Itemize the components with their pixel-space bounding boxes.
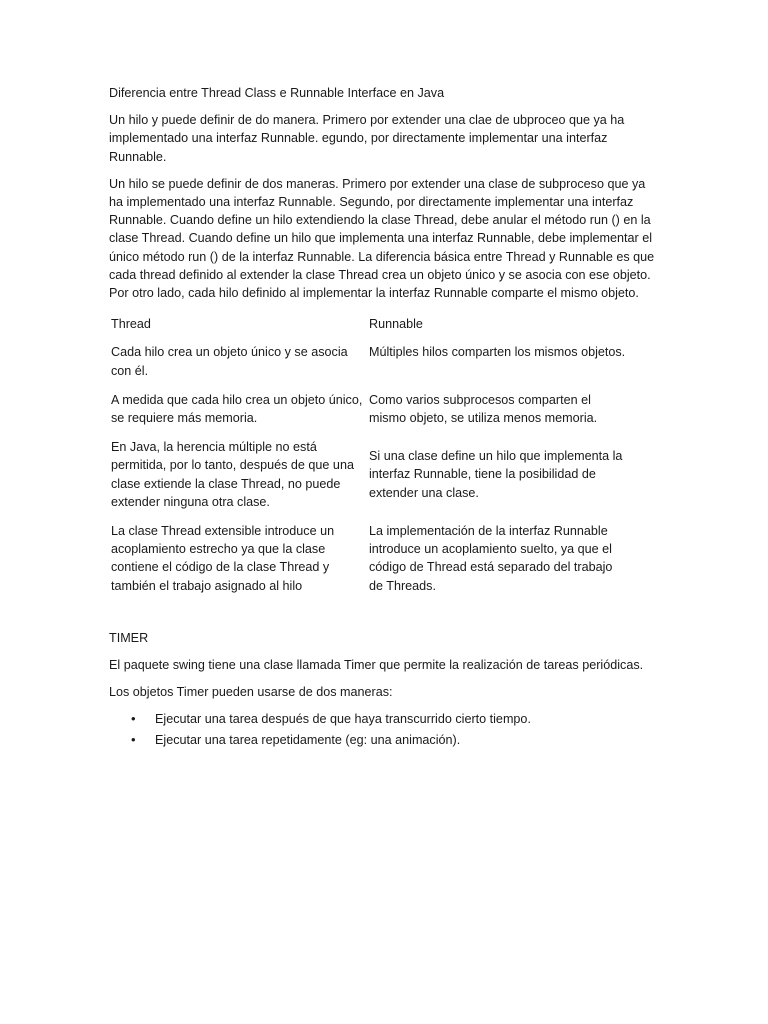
list-item-text: Ejecutar una tarea después de que haya transcurrido cierto tiempo. — [155, 712, 531, 727]
runnable-cell: Múltiples hilos comparten los mismos objetos. — [369, 345, 626, 360]
table-row — [109, 438, 661, 511]
thread-cell: Cada hilo crea un objeto único y se asocia con él. — [111, 345, 348, 378]
table-row — [109, 522, 661, 595]
column-header-runnable: Runnable — [369, 317, 423, 332]
list-item — [109, 710, 661, 728]
timer-usage-list — [109, 710, 661, 748]
comparison-table — [109, 315, 661, 595]
intro-paragraph-1: Un hilo y puede definir de do manera. Primero por extender una clae de ubproceo que ya ha implementado una interfaz Runnable. egundo, por directamente implementar una interfaz Runnable. — [109, 113, 625, 164]
table-row — [109, 391, 661, 427]
timer-paragraph-1: El paquete swing tiene una clase llamada Timer que permite la realización de tareas periódicas. — [109, 658, 644, 673]
thread-cell: La clase Thread extensible introduce un acoplamiento estrecho ya que la clase contiene el código de la clase Thread y también el trabajo asignado al hilo — [111, 524, 335, 593]
table-row — [109, 343, 661, 379]
list-item — [109, 731, 661, 749]
document-title: Diferencia entre Thread Class e Runnable Interface en Java — [109, 86, 445, 100]
intro-paragraph-2: Un hilo se puede definir de dos maneras. Primero por extender una clase de subproceso que ya ha implementado una interfaz Runnable. Segundo, por directamente implementar una interfaz Runnable. Cuando define un hilo extendiendo la clase Thread, debe anular el método run () en la clase Thread. Cuando define un hilo que implementa una interfaz Runnable, debe implementar el único método run () de la interfaz Runnable. La diferencia básica entre Thread y Runnable es que cada thread definido al extender la clase Thread crea un objeto único y se asocia con ese objeto. Por otro lado, cada hilo definido al implementar la interfaz Runnable comparte el mismo objeto. — [109, 176, 655, 301]
bullet-icon: • — [131, 731, 136, 747]
timer-heading: TIMER — [109, 630, 149, 645]
runnable-cell: Como varios subprocesos comparten el mismo objeto, se utiliza menos memoria. — [369, 392, 598, 426]
thread-cell: En Java, la herencia múltiple no está permitida, por lo tanto, después de que una clase extiende la clase Thread, no puede extender ninguna otra clase. — [111, 440, 354, 509]
column-header-thread: Thread — [111, 317, 151, 332]
bullet-icon: • — [131, 711, 136, 727]
document-body — [109, 84, 661, 751]
runnable-cell: Si una clase define un hilo que implementa la interfaz Runnable, tiene la posibilidad de extender una clase. — [369, 449, 623, 500]
comparison-header-row — [109, 315, 661, 333]
runnable-cell: La implementación de la interfaz Runnable introduce un acoplamiento suelto, ya que el código de Thread está separado del trabajo de Threads. — [369, 524, 613, 593]
thread-cell: A medida que cada hilo crea un objeto único, se requiere más memoria. — [111, 392, 363, 426]
timer-paragraph-2: Los objetos Timer pueden usarse de dos maneras: — [109, 685, 393, 700]
list-item-text: Ejecutar una tarea repetidamente (eg: una animación). — [155, 732, 461, 747]
